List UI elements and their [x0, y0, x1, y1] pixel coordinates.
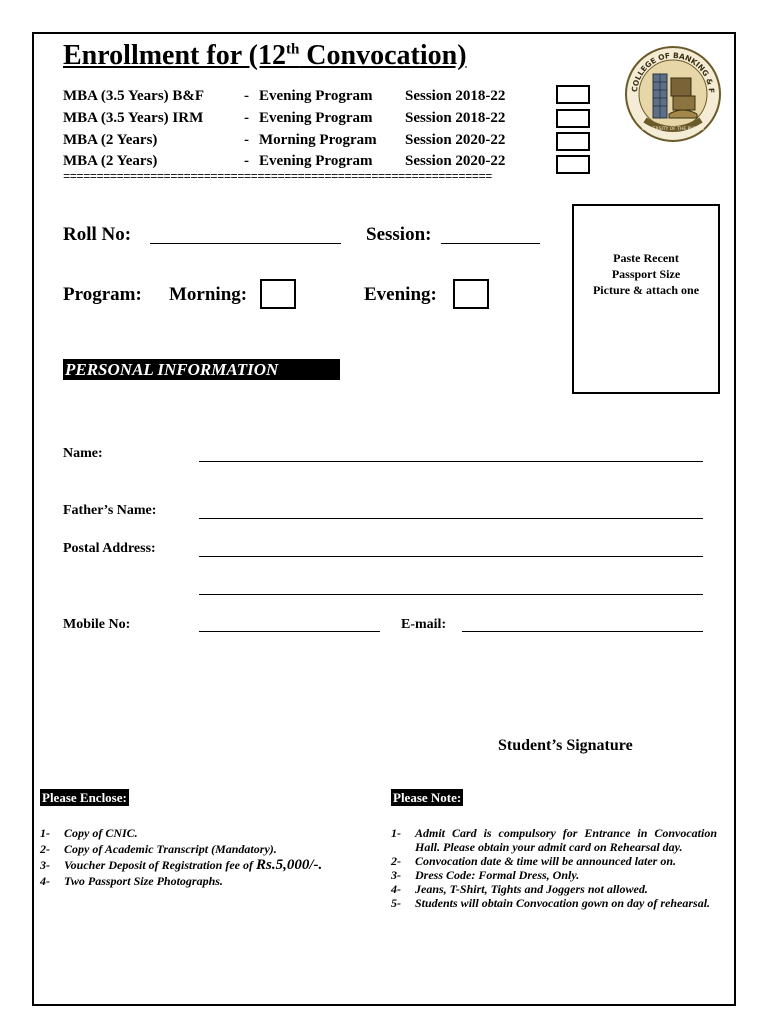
list-number: 1- — [40, 826, 50, 840]
mobile-label: Mobile No: — [63, 617, 131, 632]
enclose-list — [40, 826, 380, 890]
list-text: Admit Card is compulsory for Entrance in Convocation Hall. Please obtain your admit card on Rehearsal day. — [415, 826, 717, 854]
program-type: Morning Program — [259, 132, 377, 148]
postal-address-label: Postal Address: — [63, 541, 156, 556]
list-number: 4- — [40, 874, 50, 888]
session-label: Session: — [366, 224, 432, 245]
program-session: Session 2020-22 — [405, 132, 506, 148]
list-number: 4- — [391, 882, 401, 896]
postal-address-field-2[interactable] — [199, 594, 703, 595]
list-text: Convocation date & time will be announced later on. — [415, 854, 677, 868]
list-number: 2- — [391, 854, 401, 868]
note-section — [391, 789, 463, 807]
program-type: Evening Program — [259, 153, 373, 169]
father-name-label: Father’s Name: — [63, 503, 157, 518]
list-item — [40, 826, 380, 840]
list-number: 2- — [40, 842, 50, 856]
program-checkbox-4[interactable] — [556, 155, 590, 174]
program-label: Program: — [63, 284, 142, 305]
title-text-end: Convocation) — [299, 40, 467, 71]
program-dash: - — [244, 132, 249, 148]
program-session: Session 2020-22 — [405, 153, 506, 169]
list-text: Voucher Deposit of Registration fee of — [64, 858, 256, 872]
program-checkbox-1[interactable] — [556, 85, 590, 104]
program-degree: MBA (3.5 Years) B&F — [63, 88, 205, 104]
personal-info-heading: PERSONAL INFORMATION — [63, 359, 340, 380]
program-type: Evening Program — [259, 88, 373, 104]
program-dash: - — [244, 153, 249, 169]
evening-label: Evening: — [364, 284, 437, 305]
program-checkbox-2[interactable] — [556, 109, 590, 128]
list-text: Dress Code: Formal Dress, Only. — [415, 868, 580, 882]
logo-subtext: UNIVERSITY OF THE PUNJAB — [641, 127, 705, 132]
list-number: 1- — [391, 826, 401, 840]
separator-line: ================================================================ — [63, 170, 492, 184]
morning-checkbox[interactable] — [260, 279, 296, 309]
email-label: E-mail: — [401, 617, 447, 632]
list-number: 3- — [391, 868, 401, 882]
college-logo-icon — [623, 44, 723, 144]
list-item — [391, 882, 717, 896]
list-text: Copy of Academic Transcript (Mandatory). — [64, 842, 277, 856]
program-dash: - — [244, 110, 249, 126]
email-field[interactable] — [462, 631, 703, 632]
program-session: Session 2018-22 — [405, 110, 506, 126]
enclose-section — [40, 789, 129, 807]
photo-box — [572, 204, 720, 394]
program-degree: MBA (2 Years) — [63, 153, 158, 169]
logo-text: COLLEGE OF BANKING & F — [629, 50, 717, 94]
title-text: Enrollment for (12 — [63, 40, 286, 71]
program-degree: MBA (3.5 Years) IRM — [63, 110, 204, 126]
student-signature-label: Student’s Signature — [498, 737, 633, 754]
photo-text-line: Paste Recent — [613, 251, 679, 265]
evening-checkbox[interactable] — [453, 279, 489, 309]
list-item — [40, 842, 380, 856]
program-dash: - — [244, 88, 249, 104]
postal-address-field[interactable] — [199, 556, 703, 557]
list-item — [391, 826, 717, 854]
list-text: Copy of CNIC. — [64, 826, 138, 840]
enclose-heading: Please Enclose: — [42, 790, 127, 805]
program-type: Evening Program — [259, 110, 373, 126]
session-field[interactable] — [441, 243, 540, 244]
fee-amount: Rs.5,000/-. — [256, 857, 323, 873]
photo-instructions — [574, 250, 718, 298]
roll-no-field[interactable] — [150, 243, 341, 244]
list-item — [40, 874, 380, 888]
list-text: Students will obtain Convocation gown on day of rehearsal. — [415, 896, 711, 910]
list-item — [40, 858, 380, 872]
name-label: Name: — [63, 446, 103, 461]
note-heading: Please Note: — [393, 790, 462, 805]
program-degree: MBA (2 Years) — [63, 132, 158, 148]
form-title — [63, 40, 467, 72]
note-list — [391, 826, 717, 910]
title-superscript: th — [285, 41, 300, 58]
list-number: 3- — [40, 858, 50, 872]
program-session: Session 2018-22 — [405, 88, 506, 104]
mobile-field[interactable] — [199, 631, 380, 632]
name-field[interactable] — [199, 461, 703, 462]
father-name-field[interactable] — [199, 518, 703, 519]
list-item — [391, 854, 717, 868]
program-checkbox-3[interactable] — [556, 132, 590, 151]
list-text: Jeans, T-Shirt, Tights and Joggers not allowed. — [415, 882, 648, 896]
list-item — [391, 896, 717, 910]
list-item — [391, 868, 717, 882]
morning-label: Morning: — [169, 284, 248, 305]
list-number: 5- — [391, 896, 401, 910]
photo-text-line: Picture & attach one — [592, 283, 700, 297]
list-text: Two Passport Size Photographs. — [64, 874, 223, 888]
photo-text-line: Passport Size — [611, 267, 681, 281]
roll-no-label: Roll No: — [63, 224, 132, 245]
